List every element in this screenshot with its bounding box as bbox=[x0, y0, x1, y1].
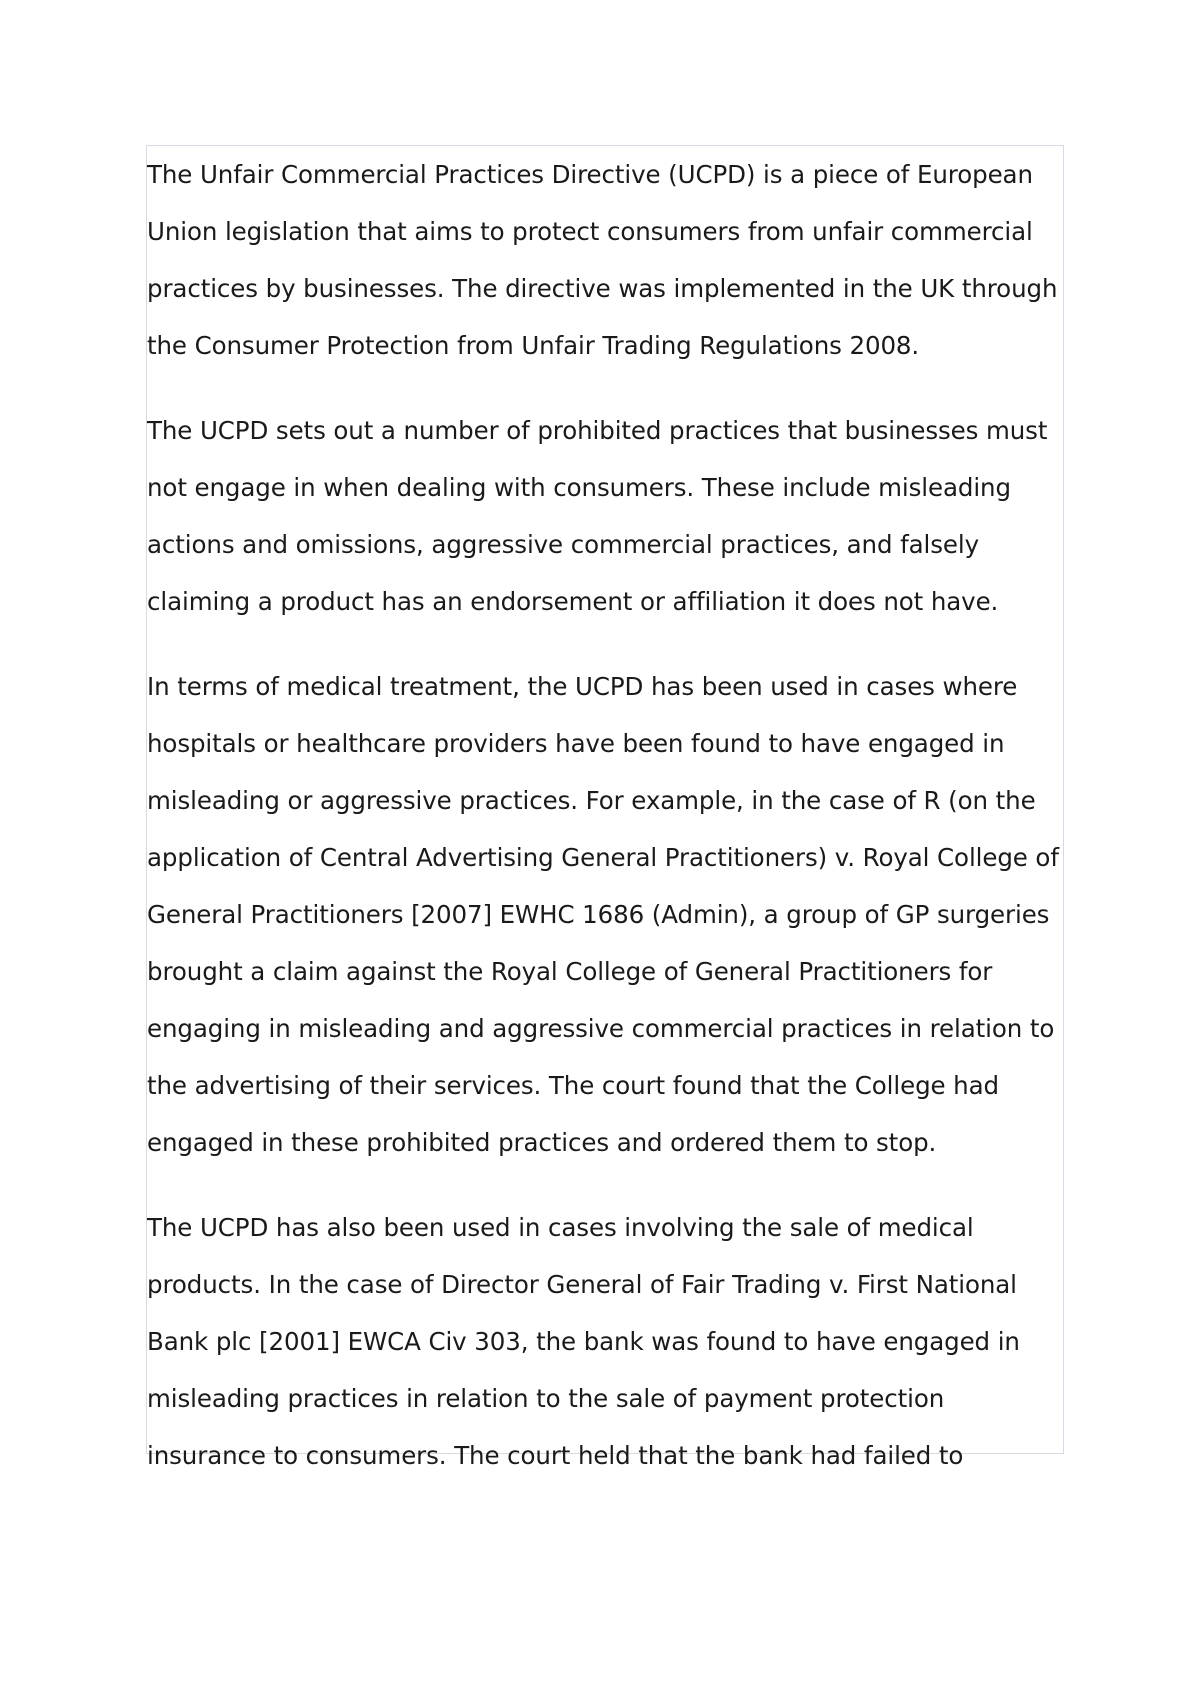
paragraph-2 bbox=[147, 402, 1063, 630]
paragraph-1 bbox=[147, 146, 1063, 374]
text-line: application of Central Advertising General Practitioners) v. Royal College of bbox=[147, 843, 1059, 872]
text-line: The UCPD sets out a number of prohibited practices that businesses must bbox=[147, 416, 1048, 445]
text-line: insurance to consumers. The court held that the bank had failed to bbox=[147, 1441, 964, 1470]
text-line: Bank plc [2001] EWCA Civ 303, the bank was found to have engaged in bbox=[147, 1327, 1020, 1356]
text-line: actions and omissions, aggressive commercial practices, and falsely bbox=[147, 530, 979, 559]
text-line: the Consumer Protection from Unfair Trading Regulations 2008. bbox=[147, 331, 920, 360]
text-line: The UCPD has also been used in cases involving the sale of medical bbox=[147, 1213, 974, 1242]
paragraph-3 bbox=[147, 658, 1063, 1171]
text-line: misleading practices in relation to the sale of payment protection bbox=[147, 1384, 945, 1413]
text-line: misleading or aggressive practices. For example, in the case of R (on the bbox=[147, 786, 1036, 815]
text-line: Union legislation that aims to protect consumers from unfair commercial bbox=[147, 217, 1033, 246]
text-line: General Practitioners [2007] EWHC 1686 (Admin), a group of GP surgeries bbox=[147, 900, 1050, 929]
text-line: hospitals or healthcare providers have been found to have engaged in bbox=[147, 729, 1005, 758]
text-line: The Unfair Commercial Practices Directive (UCPD) is a piece of European bbox=[147, 160, 1033, 189]
text-frame bbox=[146, 145, 1064, 1470]
text-line: In terms of medical treatment, the UCPD has been used in cases where bbox=[147, 672, 1018, 701]
text-line: engaging in misleading and aggressive commercial practices in relation to bbox=[147, 1014, 1055, 1043]
text-line: practices by businesses. The directive was implemented in the UK through bbox=[147, 274, 1058, 303]
text-line: claiming a product has an endorsement or affiliation it does not have. bbox=[147, 587, 999, 616]
text-line: products. In the case of Director General of Fair Trading v. First National bbox=[147, 1270, 1017, 1299]
text-line: the advertising of their services. The court found that the College had bbox=[147, 1071, 999, 1100]
paragraph-4 bbox=[147, 1199, 1063, 1484]
text-line: not engage in when dealing with consumers. These include misleading bbox=[147, 473, 1011, 502]
text-line: brought a claim against the Royal College of General Practitioners for bbox=[147, 957, 993, 986]
text-line: engaged in these prohibited practices and ordered them to stop. bbox=[147, 1128, 937, 1157]
